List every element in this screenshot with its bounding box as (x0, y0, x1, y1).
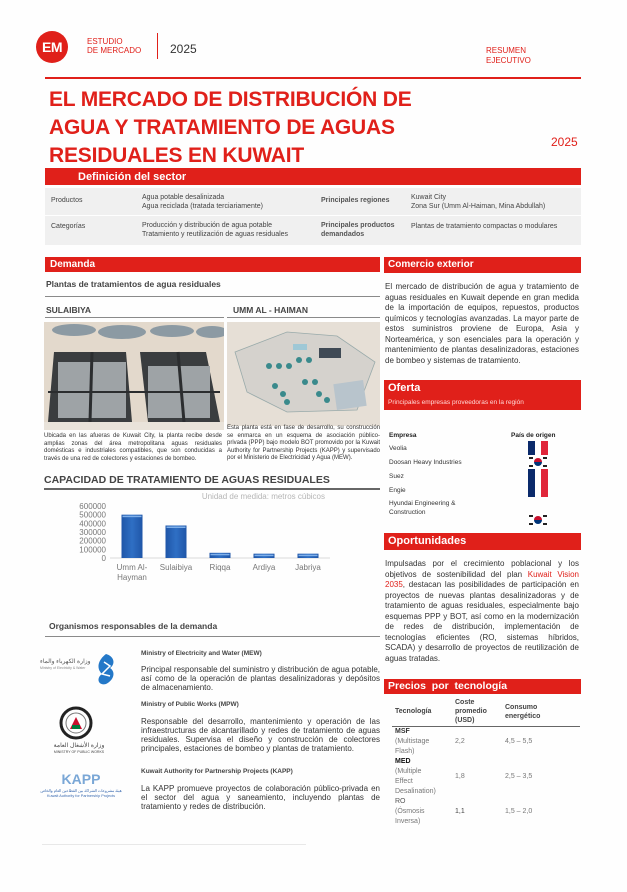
tech-name: MSF (395, 728, 410, 735)
header-line: energético (505, 712, 541, 720)
y-tick-label: 200000 (79, 536, 106, 546)
org-description-mew: Principal responsable del suministro y distribución de agua potable, así como de la operación de plantas desalinizadoras y depósitos de almacenamiento. (141, 665, 380, 692)
value-line: Agua reciclada (tratada terciariamente) (142, 203, 264, 210)
header-line: Coste (455, 699, 475, 706)
x-tick-label: Umm Al- (116, 563, 148, 572)
title-line1: EL MERCADO DE DISTRIBUCIÓN DE (49, 88, 412, 111)
bar-highlight (255, 555, 274, 557)
plant-name-sulaibiya: SULAIBIYA (46, 305, 92, 315)
kapp-logo-caption: Kuwait Authority for Partnership Projects (47, 794, 115, 798)
mpw-logo-caption: MINISTRY OF PUBLIC WORKS (53, 750, 105, 754)
sulaibiya-plant-photo (44, 322, 224, 430)
oferta-heading: Oferta (388, 382, 421, 394)
kapp-logo-arabic: هيئة مشروعات الشراكة بين القطاعين العام والخاص (40, 789, 122, 793)
header-rule (45, 77, 581, 79)
mpw-logo (48, 703, 110, 755)
section-header-comercio: Comercio exterior (384, 257, 581, 273)
divider (45, 296, 380, 297)
y-tick-label: 500000 (79, 510, 106, 520)
header-line: Consumo (505, 703, 538, 711)
title-year: 2025 (551, 135, 578, 149)
divider (45, 636, 380, 637)
cell-cost: 1,1 (455, 808, 465, 815)
doc-type-line1: RESUMEN (486, 46, 527, 55)
supplier-name-line: Construction (389, 509, 426, 516)
x-tick-label: Sulaibiya (159, 563, 193, 572)
org-name-mpw: Ministry of Public Works (MPW) (141, 701, 239, 708)
supplier-name: Doosan Heavy Industries (389, 459, 462, 466)
section-header-oportunidades: Oportunidades (384, 533, 581, 550)
oferta-subheading: Principales empresas proveedoras en la región (388, 399, 524, 406)
france-flag-icon (528, 441, 548, 455)
x-tick-label: Hayman (117, 573, 147, 582)
table-row (392, 757, 580, 797)
tech-line: Inversa) (395, 818, 421, 825)
mpw-logo-icon (48, 703, 110, 755)
value-categorias (142, 221, 288, 239)
cell-tech (392, 797, 452, 827)
tech-name: RO (395, 798, 406, 805)
oportunidades-text (385, 559, 579, 664)
label-line: demandados (321, 231, 365, 238)
doc-type-line2: EJECUTIVO (486, 56, 531, 65)
tech-line: (Ósmosis (395, 808, 425, 815)
bar-highlight (211, 554, 230, 556)
cell-energy: 4,5 – 5,5 (505, 738, 533, 745)
tech-line: Flash) (395, 748, 415, 755)
orgs-heading: Organismos responsables de la demanda (49, 621, 218, 631)
plant-name-umm-al-haiman: UMM AL - HAIMAN (233, 305, 309, 315)
definition-row (45, 216, 581, 245)
section-header-oferta (384, 380, 581, 410)
tech-line: Effect (395, 778, 413, 785)
kuwait-vision-link[interactable]: Kuwait Vision 2035 (385, 569, 579, 589)
mew-logo (40, 646, 122, 688)
mew-logo-icon (40, 646, 122, 688)
mew-logo-arabic: وزارة الكهرباء والماء (40, 659, 91, 665)
col-header-tecnologia: Tecnología (392, 697, 452, 727)
footer-rule (42, 844, 306, 845)
bar-highlight (167, 527, 186, 529)
col-header-consumo (502, 697, 580, 727)
south-korea-flag-icon (528, 455, 548, 469)
cell-tech (392, 727, 452, 758)
umm-al-haiman-plant-photo (227, 322, 380, 426)
tech-line: (Multiple (395, 768, 422, 775)
plants-heading: Plantas de tratamientos de agua residuales (46, 279, 221, 289)
title-line2: AGUA Y TRATAMIENTO DE AGUAS (49, 116, 395, 139)
y-tick-label: 400000 (79, 519, 106, 529)
capacity-bar-chart (44, 489, 380, 589)
supplier-name: Engie (389, 487, 406, 494)
supplier-name (389, 499, 456, 517)
label-productos-demandados (321, 221, 395, 239)
bar-highlight (299, 555, 318, 557)
header-line: (USD) (455, 717, 475, 724)
tech-name: MED (395, 758, 411, 765)
page-title (49, 86, 412, 170)
supplier-name: Suez (389, 473, 404, 480)
france-flag-icon (528, 469, 548, 483)
y-tick-label: 0 (101, 554, 106, 563)
france-flag-icon (528, 483, 548, 497)
logo-line2: DE MERCADO (87, 46, 142, 55)
value-line: Tratamiento y reutilización de aguas residuales (142, 231, 289, 238)
cell-cost: 2,2 (455, 738, 465, 745)
org-description-mpw: Responsable del desarrollo, mantenimiento y operación de las infraestructuras de alcantarillado y redes de tratamiento de aguas residuales. Supervisa el diseño y construcción de colectores principales, estaciones de bombeo y plantas de tratamiento. (141, 717, 380, 753)
col-country-header: País de origen (511, 432, 556, 439)
kapp-logo-icon (40, 768, 122, 802)
cell-energy: 1,5 – 2,0 (505, 808, 533, 815)
bar-umm-al-hayman (122, 515, 143, 558)
oportunidades-text-part: , destacan las posibilidades de participación en proyectos de nuevas plantas desalinizadoras y de tratamiento de aguas residuales, especialmente bajo esquemas PPP y BOT, así como en la modernización de redes de distribución, implementación de tecnologías eficientes (RO, sistemas híbridos, SCADA) y desarrollo de proyectos de reutilización de aguas tratadas. (385, 580, 579, 663)
divider (45, 317, 224, 318)
value-line: Agua potable desalinizada (142, 194, 225, 201)
tech-line: Desalination) (395, 788, 436, 795)
org-name-kapp: Kuwait Authority for Partnership Projects (KAPP) (141, 768, 293, 775)
value-line: Zona Sur (Umm Al-Haiman, Mina Abdullah) (411, 203, 546, 210)
label-categorias: Categorías (51, 223, 86, 230)
kapp-logo (40, 768, 122, 802)
bar-highlight (123, 516, 142, 518)
cell-energy: 2,5 – 3,5 (505, 773, 533, 780)
value-productos (142, 193, 263, 211)
label-line: Principales productos (321, 222, 395, 229)
chart-title: CAPACIDAD DE TRATAMIENTO DE AGUAS RESIDUALES (44, 474, 330, 486)
table-row (392, 727, 580, 758)
y-tick-label: 300000 (79, 528, 106, 537)
header-year: 2025 (170, 42, 197, 56)
umm-al-haiman-photo-illustration (227, 322, 380, 426)
label-regiones: Principales regiones (321, 197, 390, 204)
label-productos: Productos (51, 197, 83, 204)
value-regiones (411, 193, 545, 211)
divider (227, 317, 380, 318)
bar-riqqa (210, 553, 231, 558)
supplier-name-line: Hyundai Engineering & (389, 500, 456, 507)
comercio-text: El mercado de distribución de agua y tratamiento de aguas residuales en Kuwait depende en gran medida de la importación de equipos, repuestos, productos químicos y tecnologías avanzadas. La mayor parte de estos suministros proviene de Europa, Asia y Norteamérica, y son esenciales para la operación y mantenimiento de plantas desalinizadoras, estaciones de bombeo y sistemas de tratamiento. (385, 282, 579, 365)
table-row (392, 797, 580, 827)
value-line: Producción y distribución de agua potable (142, 222, 272, 229)
y-tick-label: 100000 (79, 545, 106, 555)
logo-text (87, 37, 141, 55)
em-logo (36, 31, 68, 63)
sulaibiya-caption: Ubicada en las afueras de Kuwait City, la planta recibe desde amplias zonas del área metropolitana aguas residuales domésticas e industriales compatibles, que son conducidas a través de una red de colectores y estaciones de bombeo. (44, 433, 222, 462)
cell-tech (392, 757, 452, 797)
chart-subtitle: Unidad de medida: metros cúbicos (201, 492, 325, 501)
col-company-header: Empresa (389, 432, 417, 439)
x-tick-label: Jabriya (295, 563, 321, 572)
kapp-logo-text: KAPP (61, 771, 101, 787)
oportunidades-text-part: Impulsadas por el crecimiento poblacional y los objetivos de sostenibilidad del plan (385, 559, 579, 579)
supplier-name: Veolia (389, 445, 407, 452)
umm-al-haiman-caption: Esta planta está en fase de desarrollo, su construcción se enmarca en un esquema de asociación público-privada (PPP) bajo modelo BOT promovido por la Kuwait Authority for Partnership Projects (KAPP) y supervisado por el Ministerio de Electricidad y Agua (MEW). (227, 425, 380, 461)
value-line: Kuwait City (411, 194, 447, 201)
col-header-coste (452, 697, 502, 727)
x-tick-label: Ardiya (252, 563, 276, 572)
value-productos-demandados: Plantas de tratamiento compactas o modulares (411, 223, 558, 230)
doc-type-label (486, 46, 531, 66)
definition-row (45, 188, 581, 215)
sulaibiya-photo-illustration (44, 322, 224, 430)
title-line3: RESIDUALES EN KUWAIT (49, 144, 305, 167)
bar-sulaibiya (166, 526, 187, 559)
mpw-logo-arabic: وزارة الأشغال العامة (53, 743, 105, 749)
south-korea-flag-icon (528, 513, 548, 527)
logo-divider (157, 33, 158, 59)
logo-initials: EM (42, 39, 62, 55)
org-name-mew: Ministry of Electricity and Water (MEW) (141, 650, 262, 657)
section-header-definicion: Definición del sector (45, 168, 581, 185)
x-tick-label: Riqqa (209, 563, 231, 572)
y-tick-label: 600000 (79, 502, 106, 511)
price-table-header (392, 697, 580, 727)
header-line: promedio (455, 708, 487, 715)
org-description-kapp: La KAPP promueve proyectos de colaboración público-privada en el sector del agua y saneamiento, incluyendo plantas de tratamiento y redes de distribución. (141, 784, 380, 811)
logo-line1: ESTUDIO (87, 37, 123, 46)
mew-logo-caption: Ministry of Electricity & Water (40, 666, 86, 670)
section-header-demanda: Demanda (45, 257, 380, 272)
section-header-precios: Precios por tecnología (384, 679, 581, 694)
cell-cost: 1,8 (455, 773, 465, 780)
price-table (392, 697, 580, 827)
tech-line: (Multistage (395, 738, 430, 745)
